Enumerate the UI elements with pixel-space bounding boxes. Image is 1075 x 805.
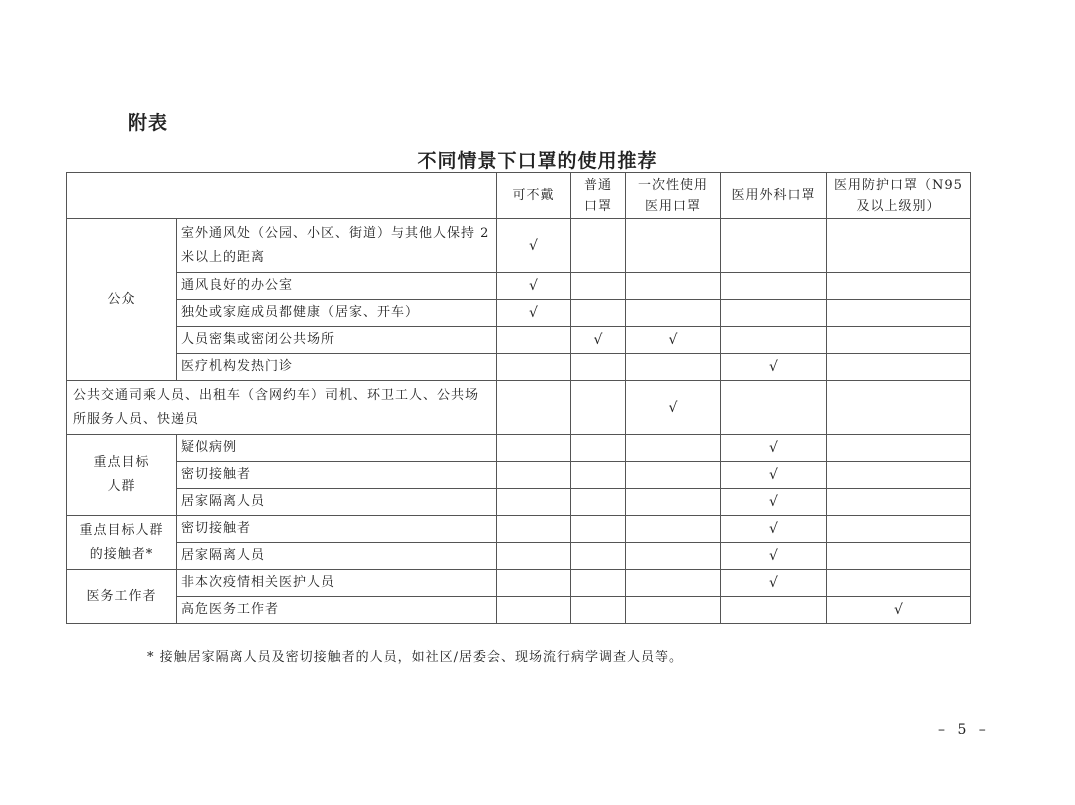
scenario-label: 独处或家庭成员都健康（居家、开车） <box>181 305 420 320</box>
check-cell <box>497 543 571 570</box>
scenario-cell <box>177 327 497 354</box>
scenario-label: 疑似病例 <box>181 440 238 455</box>
table-row <box>67 489 971 516</box>
scenario-label: 人员密集或密闭公共场所 <box>181 332 336 347</box>
appendix-label: 附表 <box>128 112 169 134</box>
table-row <box>67 354 971 381</box>
check-cell <box>571 543 626 570</box>
check-cell <box>721 435 827 462</box>
check-cell <box>497 462 571 489</box>
check-cell <box>626 381 721 435</box>
column-header-n95-mask <box>827 173 971 219</box>
check-cell <box>827 381 971 435</box>
check-cell <box>827 354 971 381</box>
check-cell <box>571 273 626 300</box>
group-label-cell <box>67 435 177 516</box>
column-header-disposable-medical-mask <box>626 173 721 219</box>
check-cell <box>827 543 971 570</box>
table-row <box>67 462 971 489</box>
check-cell <box>626 462 721 489</box>
check-cell <box>571 354 626 381</box>
scenario-cell <box>177 300 497 327</box>
check-cell <box>626 219 721 273</box>
check-cell <box>721 327 827 354</box>
scenario-label: 密切接触者 <box>181 521 252 536</box>
scenario-label: 居家隔离人员 <box>181 548 266 563</box>
check-cell <box>827 462 971 489</box>
check-cell <box>497 381 571 435</box>
check-cell <box>497 597 571 624</box>
check-cell <box>571 597 626 624</box>
check-mark: √ <box>593 332 603 348</box>
check-cell <box>571 516 626 543</box>
check-cell <box>571 327 626 354</box>
check-cell <box>497 489 571 516</box>
table-row <box>67 273 971 300</box>
scenario-label: 医疗机构发热门诊 <box>181 359 294 374</box>
header-blank-cell <box>67 173 497 219</box>
check-cell <box>497 273 571 300</box>
scenario-cell <box>177 219 497 273</box>
table-row <box>67 300 971 327</box>
check-cell <box>721 354 827 381</box>
table-header-row <box>67 173 971 219</box>
check-cell <box>626 489 721 516</box>
check-cell <box>721 543 827 570</box>
check-cell <box>827 570 971 597</box>
table-body <box>67 219 971 624</box>
scenario-label: 公共交通司乘人员、出租车（含网约车）司机、环卫工人、公共场所服务人员、快递员 <box>73 387 480 427</box>
check-cell <box>721 489 827 516</box>
scenario-label: 通风良好的办公室 <box>181 278 294 293</box>
group-label: 公众 <box>107 291 136 307</box>
check-mark: √ <box>769 467 778 483</box>
check-cell <box>626 273 721 300</box>
check-cell <box>571 435 626 462</box>
scenario-cell <box>177 354 497 381</box>
scenario-label: 非本次疫情相关医护人员 <box>181 575 336 590</box>
check-mark: √ <box>769 548 778 564</box>
scenario-label: 居家隔离人员 <box>181 494 266 509</box>
check-cell <box>571 300 626 327</box>
check-cell <box>626 327 721 354</box>
scenario-cell <box>177 516 497 543</box>
check-cell <box>497 327 571 354</box>
column-header-label: 医用外科口罩 <box>731 188 816 203</box>
check-mark: √ <box>894 602 903 618</box>
check-mark: √ <box>769 359 778 375</box>
check-mark: √ <box>769 575 778 591</box>
check-cell <box>827 435 971 462</box>
check-mark: √ <box>769 521 778 537</box>
check-cell <box>827 219 971 273</box>
check-cell <box>827 300 971 327</box>
table-title: 不同情景下口罩的使用推荐 <box>417 150 658 172</box>
check-cell <box>827 327 971 354</box>
scenario-cell <box>177 462 497 489</box>
table-row <box>67 219 971 273</box>
check-cell <box>497 516 571 543</box>
column-header-no-mask <box>497 173 571 219</box>
column-header-label: 普通 口罩 <box>583 177 612 214</box>
footnote: * 接触居家隔离人员及密切接触者的人员，如社区/居委会、现场流行病学调查人员等。 <box>147 650 684 665</box>
column-header-label: 一次性使用 医用口罩 <box>637 177 708 214</box>
table-row <box>67 516 971 543</box>
table-row <box>67 381 971 435</box>
column-header-ordinary-mask <box>571 173 626 219</box>
check-cell <box>721 219 827 273</box>
check-cell <box>721 300 827 327</box>
group-label-cell <box>67 219 177 381</box>
table-row <box>67 327 971 354</box>
page-number: – 5 – <box>938 722 990 738</box>
check-mark: √ <box>769 440 778 456</box>
check-cell <box>626 435 721 462</box>
check-cell <box>626 597 721 624</box>
check-cell <box>571 489 626 516</box>
check-cell <box>626 543 721 570</box>
check-cell <box>721 597 827 624</box>
scenario-label: 室外通风处（公园、小区、街道）与其他人保持 2 米以上的距离 <box>181 225 490 265</box>
scenario-cell <box>177 597 497 624</box>
check-mark: √ <box>529 278 538 294</box>
check-cell <box>571 219 626 273</box>
check-cell <box>721 516 827 543</box>
column-header-surgical-mask <box>721 173 827 219</box>
table-row <box>67 597 971 624</box>
check-cell <box>721 462 827 489</box>
check-cell <box>497 354 571 381</box>
check-cell <box>497 219 571 273</box>
group-label: 重点目标 人群 <box>93 455 150 494</box>
check-mark: √ <box>769 494 778 510</box>
check-cell <box>571 462 626 489</box>
column-header-label: 医用防护口罩（N95 及以上级别） <box>834 177 963 214</box>
check-cell <box>497 435 571 462</box>
table-row <box>67 435 971 462</box>
mask-recommendation-table <box>66 172 971 624</box>
check-cell <box>626 300 721 327</box>
table-row <box>67 543 971 570</box>
check-cell <box>571 381 626 435</box>
scenario-cell <box>177 273 497 300</box>
check-cell <box>721 273 827 300</box>
check-cell <box>626 354 721 381</box>
check-cell <box>827 597 971 624</box>
table-row <box>67 570 971 597</box>
check-cell <box>827 273 971 300</box>
check-mark: √ <box>529 305 538 321</box>
scenario-cell <box>177 489 497 516</box>
scenario-cell <box>177 570 497 597</box>
scenario-label: 高危医务工作者 <box>181 602 280 617</box>
check-cell <box>571 570 626 597</box>
group-label: 医务工作者 <box>86 588 157 604</box>
check-cell <box>721 570 827 597</box>
check-cell <box>626 516 721 543</box>
scenario-cell <box>67 381 497 435</box>
scenario-label: 密切接触者 <box>181 467 252 482</box>
group-label-cell <box>67 570 177 624</box>
check-cell <box>827 489 971 516</box>
check-mark: √ <box>529 237 538 254</box>
check-mark: √ <box>668 332 678 348</box>
scenario-cell <box>177 543 497 570</box>
check-cell <box>626 570 721 597</box>
check-cell <box>721 381 827 435</box>
column-header-label: 可不戴 <box>512 188 555 203</box>
check-cell <box>497 570 571 597</box>
check-cell <box>497 300 571 327</box>
group-label: 重点目标人群 的接触者* <box>79 522 164 562</box>
check-mark: √ <box>668 399 678 416</box>
check-cell <box>827 516 971 543</box>
scenario-cell <box>177 435 497 462</box>
group-label-cell <box>67 516 177 570</box>
